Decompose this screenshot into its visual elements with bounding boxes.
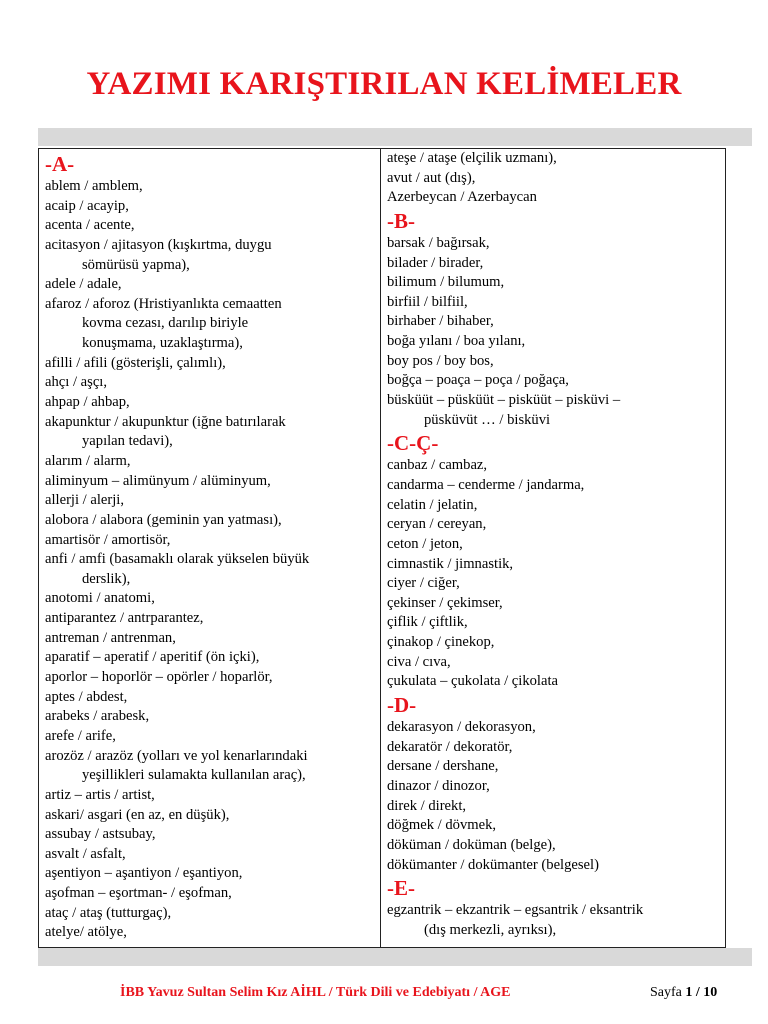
- entry-continuation: yeşillikleri sulamakta kullanılan araç),: [82, 767, 306, 784]
- word-entry: egzantrik – ekzantrik – egsantrik / eksantrik: [387, 902, 644, 919]
- word-entry: aptes / abdest,: [45, 688, 128, 705]
- word-entry: bilimum / bilumum,: [387, 274, 505, 291]
- section-header: -E-: [387, 876, 415, 901]
- word-entry: ataç / ataş (tutturgaç),: [45, 904, 172, 921]
- word-entry: anotomi / anatomi,: [45, 590, 155, 607]
- word-entry: Azerbeycan / Azerbaycan: [387, 189, 537, 206]
- entry-continuation: kovma cezası, darılıp biriyle: [82, 315, 249, 332]
- page-title: YAZIMI KARIŞTIRILAN KELİMELER: [86, 66, 682, 102]
- word-entry: birfiil / bilfiil,: [387, 293, 468, 310]
- word-entry: alobora / alabora (geminin yan yatması),: [45, 511, 282, 528]
- word-entry: amartisör / amortisör,: [45, 531, 171, 548]
- word-entry: ahpap / ahbap,: [45, 394, 130, 411]
- word-entry: afilli / afili (gösterişli, çalımlı),: [45, 354, 226, 371]
- word-entry: acitasyon / ajitasyon (kışkırtma, duygu: [45, 236, 272, 253]
- word-entry: cimnastik / jimnastik,: [387, 555, 514, 572]
- word-entry: boğça – poaça – poça / poğaça,: [387, 372, 569, 389]
- word-entry: avut / aut (dış),: [387, 169, 476, 186]
- word-entry: antreman / antrenman,: [45, 629, 176, 646]
- word-entry: ceton / jeton,: [387, 535, 463, 552]
- word-entry: allerji / alerji,: [45, 492, 125, 509]
- word-entry: adele / adale,: [45, 276, 122, 293]
- word-entry: askari/ asgari (en az, en düşük),: [45, 806, 230, 823]
- entry-continuation: yapılan tedavi),: [82, 433, 173, 450]
- section-header: -A-: [45, 152, 75, 176]
- section-header: -D-: [387, 693, 417, 718]
- word-entry: döküman / doküman (belge),: [387, 836, 556, 853]
- word-entry: anfi / amfi (basamaklı olarak yükselen büyük: [45, 551, 310, 568]
- word-entry: bilader / birader,: [387, 254, 484, 271]
- word-entry: akapunktur / akupunktur (iğne batırılarak: [45, 413, 286, 430]
- entry-continuation: (dış merkezli, ayrıksı),: [424, 921, 557, 938]
- word-entry: birhaber / bihaber,: [387, 313, 494, 330]
- word-entry: barsak / bağırsak,: [387, 234, 490, 251]
- word-entry: civa / cıva,: [387, 653, 451, 670]
- word-entry: çiflik / çiftlik,: [387, 614, 468, 631]
- word-entry: dökümanter / dokümanter (belgesel): [387, 856, 599, 873]
- right-column: [381, 149, 725, 947]
- word-entry: çukulata – çukolata / çikolata: [387, 673, 558, 690]
- word-entry: ablem / amblem,: [45, 178, 143, 194]
- word-entry: arabeks / arabesk,: [45, 708, 150, 725]
- word-entry: celatin / jelatin,: [387, 496, 478, 513]
- word-entry: büsküüt – püsküüt – pisküüt – pisküvi –: [387, 392, 621, 409]
- word-entry: aporlor – hoporlör – opörler / hoparlör,: [45, 669, 273, 686]
- word-entry: çekinser / çekimser,: [387, 594, 503, 611]
- word-entry: boy pos / boy bos,: [387, 352, 494, 369]
- word-entry: ateşe / ataşe (elçilik uzmanı),: [387, 150, 557, 166]
- word-entry: döğmek / dövmek,: [387, 817, 497, 834]
- word-entry: assubay / astsubay,: [45, 826, 156, 843]
- top-band: [38, 128, 752, 146]
- section-header: -B-: [387, 208, 415, 233]
- word-entry: ciyer / ciğer,: [387, 575, 460, 592]
- word-entry: aşentiyon – aşantiyon / eşantiyon,: [45, 865, 243, 882]
- footer-school: İBB Yavuz Sultan Selim Kız AİHL / Türk Dili ve Edebiyatı / AGE: [120, 985, 511, 1000]
- section-header: -C-Ç-: [387, 431, 439, 456]
- word-entry: artiz – artis / artist,: [45, 786, 155, 803]
- entry-continuation: konuşmama, uzaklaştırma),: [82, 335, 243, 352]
- page-number: 1 / 10: [685, 985, 718, 1000]
- word-entry: candarma – cenderme / jandarma,: [387, 476, 585, 493]
- word-entry: ceryan / cereyan,: [387, 516, 487, 533]
- word-entry: canbaz / cambaz,: [387, 457, 488, 474]
- word-entry: acaip / acayip,: [45, 197, 129, 214]
- entry-continuation: püsküvüt … / bisküvi: [424, 411, 551, 428]
- word-entry: asvalt / asfalt,: [45, 845, 126, 862]
- word-entry: aparatif – aperatif / aperitif (ön içki),: [45, 649, 260, 666]
- word-entry: arozöz / arazöz (yolları ve yol kenarlarındaki: [45, 747, 308, 764]
- left-column: [39, 149, 381, 947]
- word-table: [38, 148, 726, 948]
- page-label: Sayfa: [650, 985, 682, 1000]
- word-entry: aşofman – eşortman- / eşofman,: [45, 885, 232, 902]
- word-entry: dersane / dershane,: [387, 758, 499, 775]
- word-entry: aliminyum – alimünyum / alüminyum,: [45, 472, 271, 489]
- word-entry: antiparantez / antrparantez,: [45, 610, 204, 627]
- page-indicator: [650, 985, 717, 1001]
- word-entry: ahçı / aşçı,: [45, 374, 107, 391]
- bottom-band: [38, 948, 752, 966]
- word-entry: afaroz / aforoz (Hristiyanlıkta cemaatten: [45, 295, 282, 312]
- entry-continuation: derslik),: [82, 570, 131, 587]
- word-entry: acenta / acente,: [45, 217, 135, 234]
- word-entry: dinazor / dinozor,: [387, 777, 490, 794]
- word-entry: dekaratör / dekoratör,: [387, 738, 513, 755]
- entry-continuation: sömürüsü yapma),: [82, 256, 190, 273]
- word-entry: dekarasyon / dekorasyon,: [387, 719, 536, 736]
- word-entry: direk / direkt,: [387, 797, 467, 814]
- word-entry: arefe / arife,: [45, 727, 116, 744]
- word-entry: atelye/ atölye,: [45, 924, 127, 941]
- word-entry: boğa yılanı / boa yılanı,: [387, 333, 526, 350]
- word-entry: alarım / alarm,: [45, 452, 131, 469]
- word-entry: çinakop / çinekop,: [387, 634, 495, 651]
